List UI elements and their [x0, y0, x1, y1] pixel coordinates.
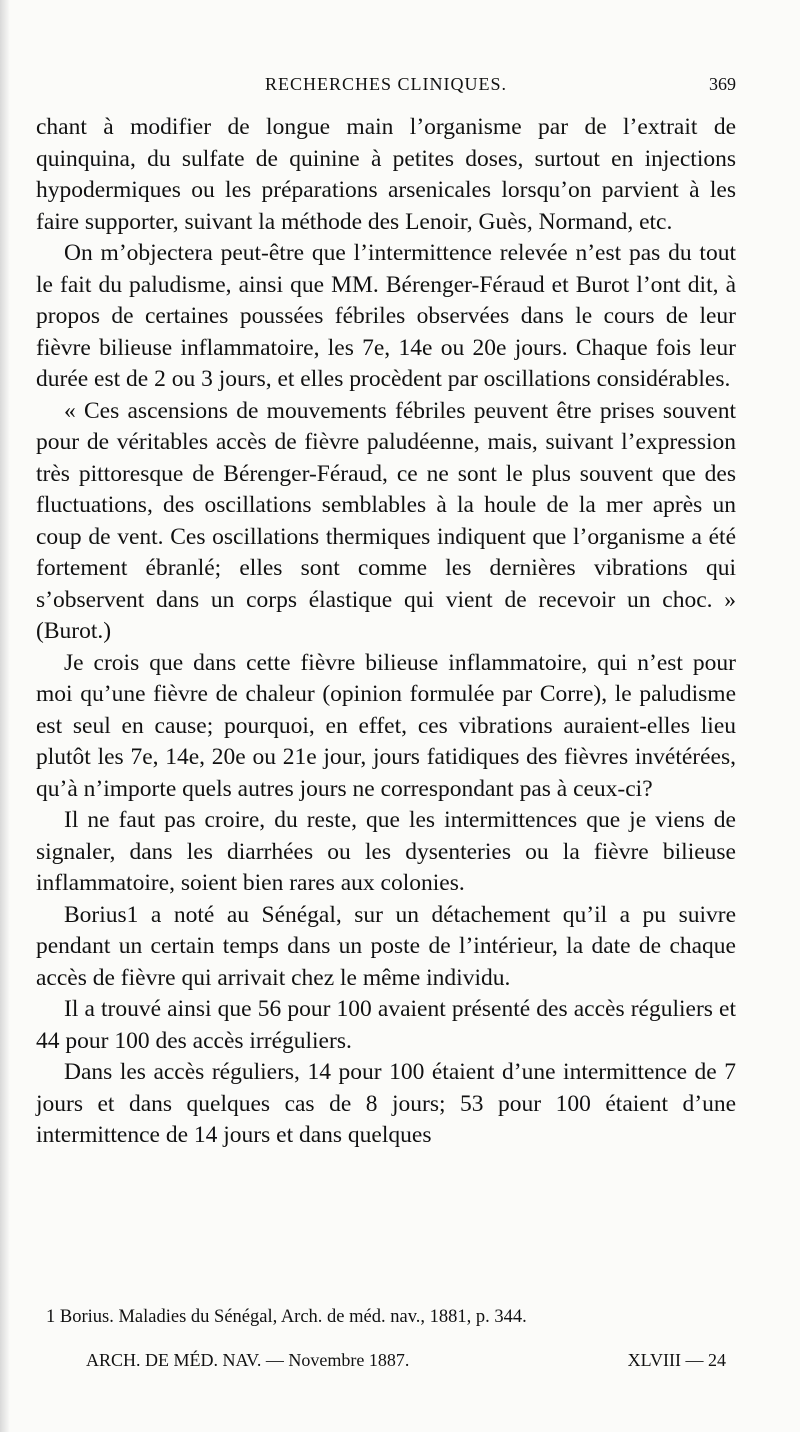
paragraph-2: On m’objectera peut-être que l’intermittence relevée n’est pas du tout le fait du paludisme, ainsi que MM. Bérenger-Féraud et Burot l’ont dit, à propos de certaines poussées fébriles observées dans le cours de leur fièvre bilieuse inflammatoire, les 7e, 14e ou 20e jours. Chaque fois leur durée est de 2 ou 3 jours, et elles procèdent par oscillations considérables.	[36, 240, 736, 392]
paragraph-8: Dans les accès réguliers, 14 pour 100 étaient d’une intermittence de 7 jours et dans quelques cas de 8 jours; 53 pour 100 étaient d’une intermittence de 14 jours et dans quelques	[36, 1059, 736, 1148]
page-header	[36, 74, 736, 104]
footer-signature: XLVIII — 24	[627, 1350, 726, 1370]
paragraph-6: Borius1 a noté au Sénégal, sur un détachement qu’il a pu suivre pendant un certain temps dans un poste de l’intérieur, la date de chaque accès de fièvre qui arrivait chez le même individu.	[36, 901, 736, 991]
footer-journal: ARCH. DE MÉD. NAV. — Novembre 1887.	[86, 1350, 410, 1370]
paragraph-3: « Ces ascensions de mouvements fébriles peuvent être prises souvent pour de véritables accès de fièvre paludéenne, mais, suivant l’expression très pittoresque de Bérenger-Féraud, ce ne sont le plus souvent que des fluctuations, des oscillations semblables à la houle de la mer après un coup de vent. Ces oscillations thermiques indiquent que l’organisme a été fortement ébranlé; elles sont comme les dernières vibrations qui s’observent dans un corps élastique qui vient de recevoir un choc. » (Burot.)	[36, 397, 736, 644]
paragraph-1: chant à modifier de longue main l’organisme par de l’extrait de quinquina, du sulfate de quinine à petites doses, surtout en injections hypodermiques ou les préparations arsenicales lorsqu’on parvient à les faire supporter, suivant la méthode des Lenoir, Guès, Normand, etc.	[36, 114, 736, 235]
body-text	[36, 112, 736, 1152]
paragraph-5: Il ne faut pas croire, du reste, que les intermittences que je viens de signaler, dans les diarrhées ou les dysenteries ou la fièvre bilieuse inflammatoire, soient bien rares aux colonies.	[36, 807, 736, 896]
running-title: RECHERCHES CLINIQUES.	[264, 74, 507, 94]
paragraph-4: Je crois que dans cette fièvre bilieuse inflammatoire, qui n’est pour moi qu’une fièvre de chaleur (opinion formulée par Corre), le paludisme est seul en cause; pourquoi, en effet, ces vibrations auraient-elles lieu plutôt les 7e, 14e, 20e ou 21e jour, jours fatidiques des fièvres invétérées, qu’à n’importe quels autres jours ne correspondant pas à ceux-ci?	[36, 649, 736, 802]
page-number: 369	[709, 74, 736, 94]
paragraph-7: Il a trouvé ainsi que 56 pour 100 avaient présenté des accès réguliers et 44 pour 100 des accès irréguliers.	[36, 996, 736, 1054]
page-edge-shadow	[0, 0, 10, 1432]
footnote: 1 Borius. Maladies du Sénégal, Arch. de méd. nav., 1881, p. 344.	[46, 1307, 527, 1327]
